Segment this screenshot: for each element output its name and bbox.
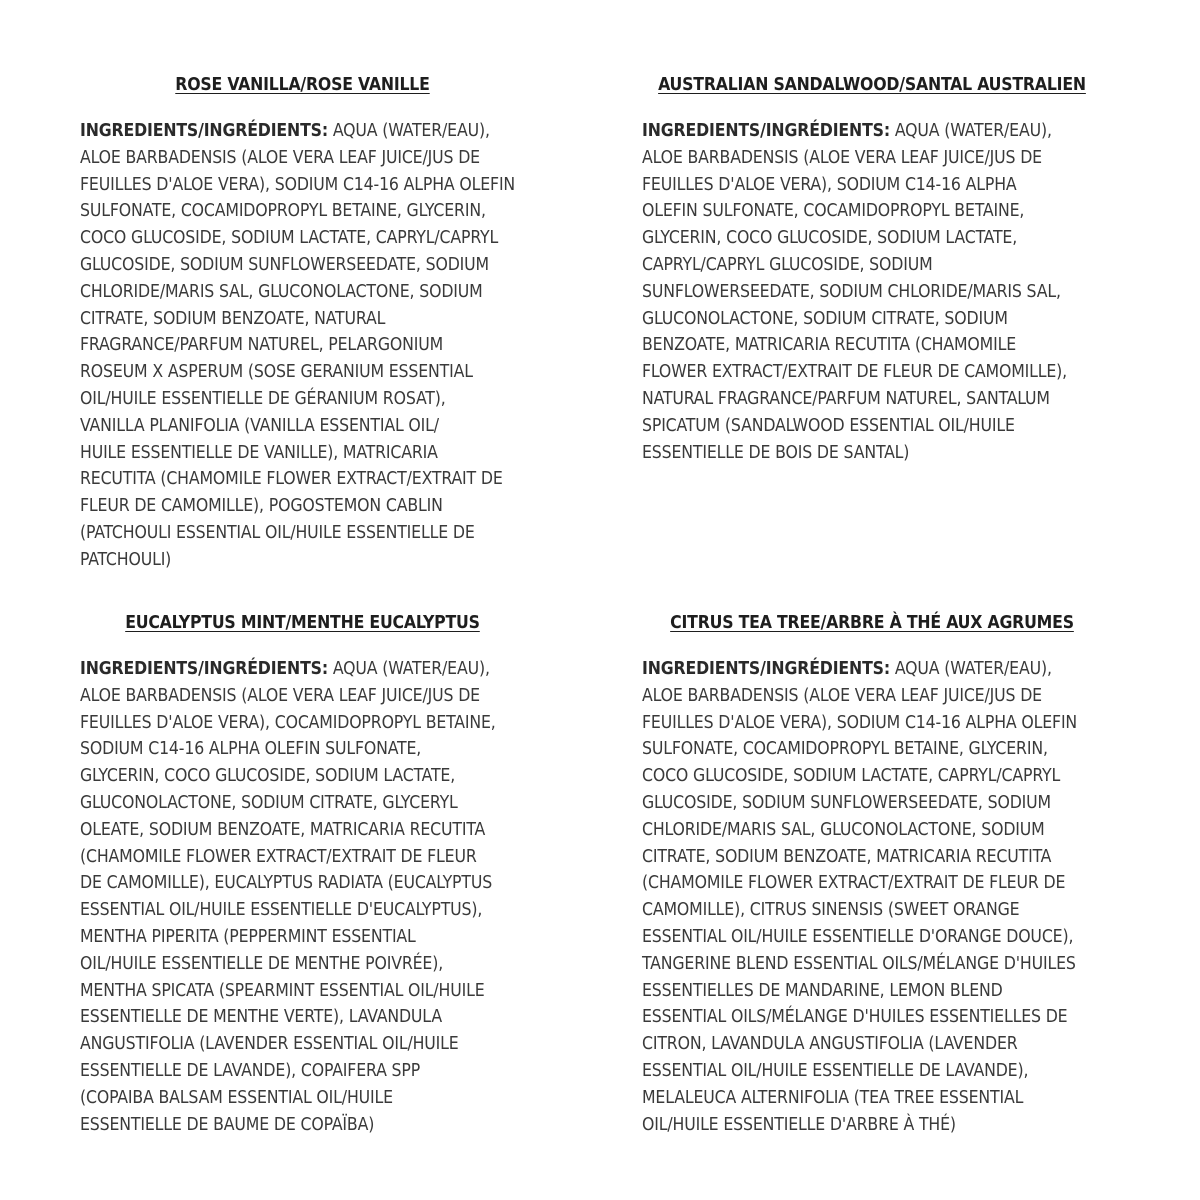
ingredient-line: HUILE ESSENTIELLE DE VANILLE), MATRICARIA <box>80 442 438 463</box>
ingredient-line: PATCHOULI) <box>80 549 172 570</box>
ingredient-line: COCO GLUCOSIDE, SODIUM LACTATE, CAPRYL/CAPRYL <box>642 766 1061 787</box>
ingredient-line: AQUA (WATER/EAU), <box>890 121 1052 141</box>
ingredient-line: ESSENTIAL OIL/HUILE ESSENTIELLE D'ORANGE DOUCE), <box>642 926 1074 947</box>
ingredient-line: RECUTITA (CHAMOMILE FLOWER EXTRACT/EXTRAIT DE <box>80 469 503 490</box>
ingredient-line: GLUCONOLACTONE, SODIUM CITRATE, GLYCERYL <box>80 792 458 813</box>
ingredient-line: CITRATE, SODIUM BENZOATE, NATURAL <box>80 308 386 329</box>
ingredients-label: INGREDIENTS/INGRÉDIENTS: <box>642 659 890 679</box>
ingredient-line: ROSEUM X ASPERUM (SOSE GERANIUM ESSENTIAL <box>80 362 473 383</box>
ingredient-line: ANGUSTIFOLIA (LAVENDER ESSENTIAL OIL/HUILE <box>80 1034 459 1055</box>
ingredient-line: GLUCONOLACTONE, SODIUM CITRATE, SODIUM <box>642 308 1008 329</box>
product-title: CITRUS TEA TREE/ARBRE À THÉ AUX AGRUMES <box>670 613 1074 633</box>
ingredient-line: ESSENTIAL OIL/HUILE ESSENTIELLE D'EUCALYPTUS), <box>80 900 483 921</box>
product-panel-australian-sandalwood <box>642 72 1132 466</box>
ingredient-line: ESSENTIELLE DE LAVANDE), COPAIFERA SPP <box>80 1060 421 1081</box>
ingredient-line: MENTHA SPICATA (SPEARMINT ESSENTIAL OIL/HUILE <box>80 980 485 1001</box>
ingredient-line: AQUA (WATER/EAU), <box>328 659 490 679</box>
ingredient-line: SPICATUM (SANDALWOOD ESSENTIAL OIL/HUILE <box>642 415 1015 436</box>
ingredient-line: ALOE BARBADENSIS (ALOE VERA LEAF JUICE/JUS DE <box>642 147 1042 168</box>
ingredient-line: GLYCERIN, COCO GLUCOSIDE, SODIUM LACTATE, <box>642 228 1018 249</box>
ingredients-label: INGREDIENTS/INGRÉDIENTS: <box>80 659 328 679</box>
ingredient-line: ALOE BARBADENSIS (ALOE VERA LEAF JUICE/JUS DE <box>80 685 480 706</box>
product-title: EUCALYPTUS MINT/MENTHE EUCALYPTUS <box>125 613 480 633</box>
ingredient-line: AQUA (WATER/EAU), <box>890 659 1052 679</box>
ingredient-line: ALOE BARBADENSIS (ALOE VERA LEAF JUICE/JUS DE <box>80 147 480 168</box>
ingredients-text <box>642 656 1132 1138</box>
ingredient-line: CAPRYL/CAPRYL GLUCOSIDE, SODIUM <box>642 254 933 275</box>
ingredient-line: ALOE BARBADENSIS (ALOE VERA LEAF JUICE/JUS DE <box>642 685 1042 706</box>
ingredient-line: GLUCOSIDE, SODIUM SUNFLOWERSEEDATE, SODIUM <box>642 792 1051 813</box>
ingredients-text <box>80 656 570 1138</box>
ingredient-line: (CHAMOMILE FLOWER EXTRACT/EXTRAIT DE FLEUR <box>80 846 477 867</box>
ingredient-line: GLYCERIN, COCO GLUCOSIDE, SODIUM LACTATE, <box>80 766 456 787</box>
ingredient-line: CAMOMILLE), CITRUS SINENSIS (SWEET ORANGE <box>642 900 1020 921</box>
ingredient-line: SODIUM C14-16 ALPHA OLEFIN SULFONATE, <box>80 739 422 760</box>
ingredient-line: (CHAMOMILE FLOWER EXTRACT/EXTRAIT DE FLEUR DE <box>642 873 1066 894</box>
ingredient-line: OIL/HUILE ESSENTIELLE DE GÉRANIUM ROSAT), <box>80 388 446 409</box>
ingredient-line: COCO GLUCOSIDE, SODIUM LACTATE, CAPRYL/CAPRYL <box>80 228 499 249</box>
ingredient-line: FRAGRANCE/PARFUM NATUREL, PELARGONIUM <box>80 335 444 356</box>
ingredients-text <box>80 118 570 574</box>
ingredient-line: CITRON, LAVANDULA ANGUSTIFOLIA (LAVENDER <box>642 1034 1018 1055</box>
product-title: ROSE VANILLA/ROSE VANILLE <box>175 75 430 95</box>
ingredient-line: ESSENTIELLE DE BAUME DE COPAÏBA) <box>80 1114 375 1135</box>
ingredient-line: CHLORIDE/MARIS SAL, GLUCONOLACTONE, SODIUM <box>642 819 1045 840</box>
product-panel-citrus-tea-tree <box>642 610 1132 1138</box>
ingredient-line: ESSENTIELLE DE MENTHE VERTE), LAVANDULA <box>80 1007 442 1028</box>
ingredient-line: FEUILLES D'ALOE VERA), SODIUM C14-16 ALPHA OLEFIN <box>642 712 1078 733</box>
ingredient-line: ESSENTIAL OIL/HUILE ESSENTIELLE DE LAVANDE), <box>642 1060 1029 1081</box>
ingredient-line: FEUILLES D'ALOE VERA), SODIUM C14-16 ALPHA OLEFIN <box>80 174 516 195</box>
ingredient-line: GLUCOSIDE, SODIUM SUNFLOWERSEEDATE, SODIUM <box>80 254 489 275</box>
ingredient-line: NATURAL FRAGRANCE/PARFUM NATUREL, SANTALUM <box>642 388 1050 409</box>
ingredient-line: BENZOATE, MATRICARIA RECUTITA (CHAMOMILE <box>642 335 1016 356</box>
ingredient-line: DE CAMOMILLE), EUCALYPTUS RADIATA (EUCALYPTUS <box>80 873 493 894</box>
ingredient-line: CHLORIDE/MARIS SAL, GLUCONOLACTONE, SODIUM <box>80 281 483 302</box>
ingredient-line: OIL/HUILE ESSENTIELLE D'ARBRE À THÉ) <box>642 1114 956 1135</box>
product-title: AUSTRALIAN SANDALWOOD/SANTAL AUSTRALIEN <box>658 75 1086 95</box>
ingredient-line: SUNFLOWERSEEDATE, SODIUM CHLORIDE/MARIS SAL, <box>642 281 1061 302</box>
ingredient-line: ESSENTIELLES DE MANDARINE, LEMON BLEND <box>642 980 1003 1001</box>
ingredient-line: AQUA (WATER/EAU), <box>328 121 490 141</box>
ingredient-line: VANILLA PLANIFOLIA (VANILLA ESSENTIAL OIL/ <box>80 415 439 436</box>
ingredient-line: ESSENTIELLE DE BOIS DE SANTAL) <box>642 442 910 463</box>
product-panel-rose-vanilla <box>80 72 570 574</box>
ingredients-text <box>642 118 1132 466</box>
ingredient-line: OLEFIN SULFONATE, COCAMIDOPROPYL BETAINE, <box>642 201 1025 222</box>
ingredient-line: TANGERINE BLEND ESSENTIAL OILS/MÉLANGE D'HUILES <box>642 953 1076 974</box>
ingredient-line: OIL/HUILE ESSENTIELLE DE MENTHE POIVRÉE), <box>80 953 444 974</box>
ingredient-line: MELALEUCA ALTERNIFOLIA (TEA TREE ESSENTIAL <box>642 1087 1024 1108</box>
ingredient-line: CITRATE, SODIUM BENZOATE, MATRICARIA RECUTITA <box>642 846 1052 867</box>
ingredient-line: (PATCHOULI ESSENTIAL OIL/HUILE ESSENTIELLE DE <box>80 522 475 543</box>
ingredient-line: (COPAIBA BALSAM ESSENTIAL OIL/HUILE <box>80 1087 393 1108</box>
ingredient-line: OLEATE, SODIUM BENZOATE, MATRICARIA RECUTITA <box>80 819 486 840</box>
ingredient-line: FEUILLES D'ALOE VERA), COCAMIDOPROPYL BETAINE, <box>80 712 496 733</box>
product-panel-eucalyptus-mint <box>80 610 570 1138</box>
ingredient-line: SULFONATE, COCAMIDOPROPYL BETAINE, GLYCERIN, <box>80 201 486 222</box>
ingredient-line: FLEUR DE CAMOMILLE), POGOSTEMON CABLIN <box>80 496 443 517</box>
ingredient-line: FEUILLES D'ALOE VERA), SODIUM C14-16 ALPHA <box>642 174 1017 195</box>
ingredient-line: SULFONATE, COCAMIDOPROPYL BETAINE, GLYCERIN, <box>642 739 1048 760</box>
ingredient-line: ESSENTIAL OILS/MÉLANGE D'HUILES ESSENTIELLES DE <box>642 1007 1068 1028</box>
ingredients-label: INGREDIENTS/INGRÉDIENTS: <box>642 121 890 141</box>
ingredients-label: INGREDIENTS/INGRÉDIENTS: <box>80 121 328 141</box>
ingredient-line: MENTHA PIPERITA (PEPPERMINT ESSENTIAL <box>80 926 416 947</box>
ingredient-line: FLOWER EXTRACT/EXTRAIT DE FLEUR DE CAMOMILLE), <box>642 362 1068 383</box>
